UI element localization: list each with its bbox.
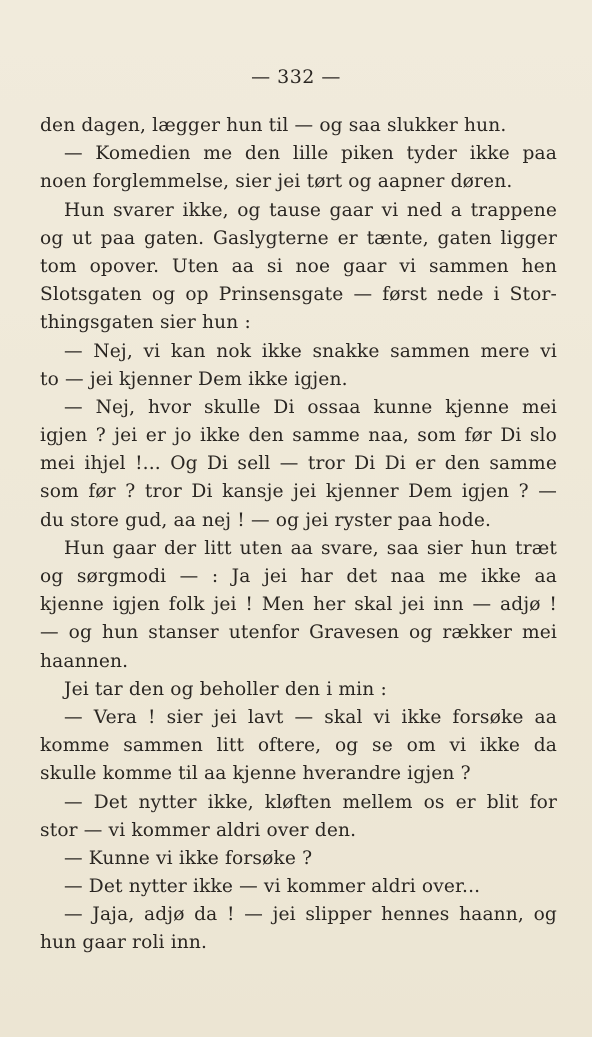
page-number: — 332 — bbox=[251, 66, 341, 88]
text-line: mei ihjel !... Og Di sell — tror Di Di er den samme bbox=[40, 453, 557, 475]
text-line: og sørgmodi — : Ja jei har det naa me ikke aa bbox=[40, 566, 557, 587]
text-line: — Vera ! sier jei lavt — skal vi ikke forsøke aa bbox=[64, 706, 557, 728]
text-line: kjenne igjen folk jei ! Men her skal jei inn — adjø ! bbox=[40, 594, 557, 616]
text-line: og ut paa gaten. Gaslygterne er tænte, gaten ligger bbox=[40, 227, 557, 249]
body-text bbox=[40, 112, 557, 958]
text-line: — Det nytter ikke — vi kommer aldri over... bbox=[64, 876, 481, 898]
text-line: tom opover. Uten aa si noe gaar vi sammen hen bbox=[40, 255, 557, 277]
text-line: skulle komme til aa kjenne hverandre igjen ? bbox=[40, 763, 471, 785]
text-line: Hun gaar der litt uten aa svare, saa sier hun træt bbox=[64, 537, 557, 559]
text-line: thingsgaten sier hun : bbox=[40, 312, 251, 334]
text-line: haannen. bbox=[40, 650, 129, 672]
text-line: stor — vi kommer aldri over den. bbox=[40, 819, 357, 841]
text-line: noen forglemmelse, sier jei tørt og aapner døren. bbox=[40, 171, 513, 193]
text-line: — og hun stanser utenfor Gravesen og rækker mei bbox=[40, 622, 557, 644]
text-line: — Jaja, adjø da ! — jei slipper hennes haann, og bbox=[64, 904, 557, 926]
text-line: som før ? tror Di kansje jei kjenner Dem igjen ? — bbox=[40, 481, 557, 503]
text-line: — Komedien me den lille piken tyder ikke paa bbox=[64, 143, 557, 165]
text-line: du store gud, aa nej ! — og jei ryster paa hode. bbox=[40, 509, 492, 531]
text-line: Slotsgaten og op Prinsensgate — først nede i Stor- bbox=[40, 284, 557, 306]
text-line: igjen ? jei er jo ikke den samme naa, som før Di slo bbox=[40, 425, 557, 447]
text-line: — Nej, vi kan nok ikke snakke sammen mere vi bbox=[64, 340, 557, 362]
text-line: komme sammen litt oftere, og se om vi ikke da bbox=[40, 735, 557, 757]
text-line: Jei tar den og beholler den i min : bbox=[64, 678, 387, 700]
text-line: to — jei kjenner Dem ikke igjen. bbox=[40, 368, 348, 390]
text-line: hun gaar roli inn. bbox=[40, 932, 208, 954]
text-line: den dagen, lægger hun til — og saa slukker hun. bbox=[40, 115, 507, 136]
text-line: — Kunne vi ikke forsøke ? bbox=[64, 847, 313, 869]
text-line: Hun svarer ikke, og tause gaar vi ned a trappene bbox=[64, 199, 557, 221]
text-line: — Nej, hvor skulle Di ossaa kunne kjenne mei bbox=[64, 396, 557, 418]
text-line: — Det nytter ikke, kløften mellem os er blit for bbox=[64, 791, 557, 813]
